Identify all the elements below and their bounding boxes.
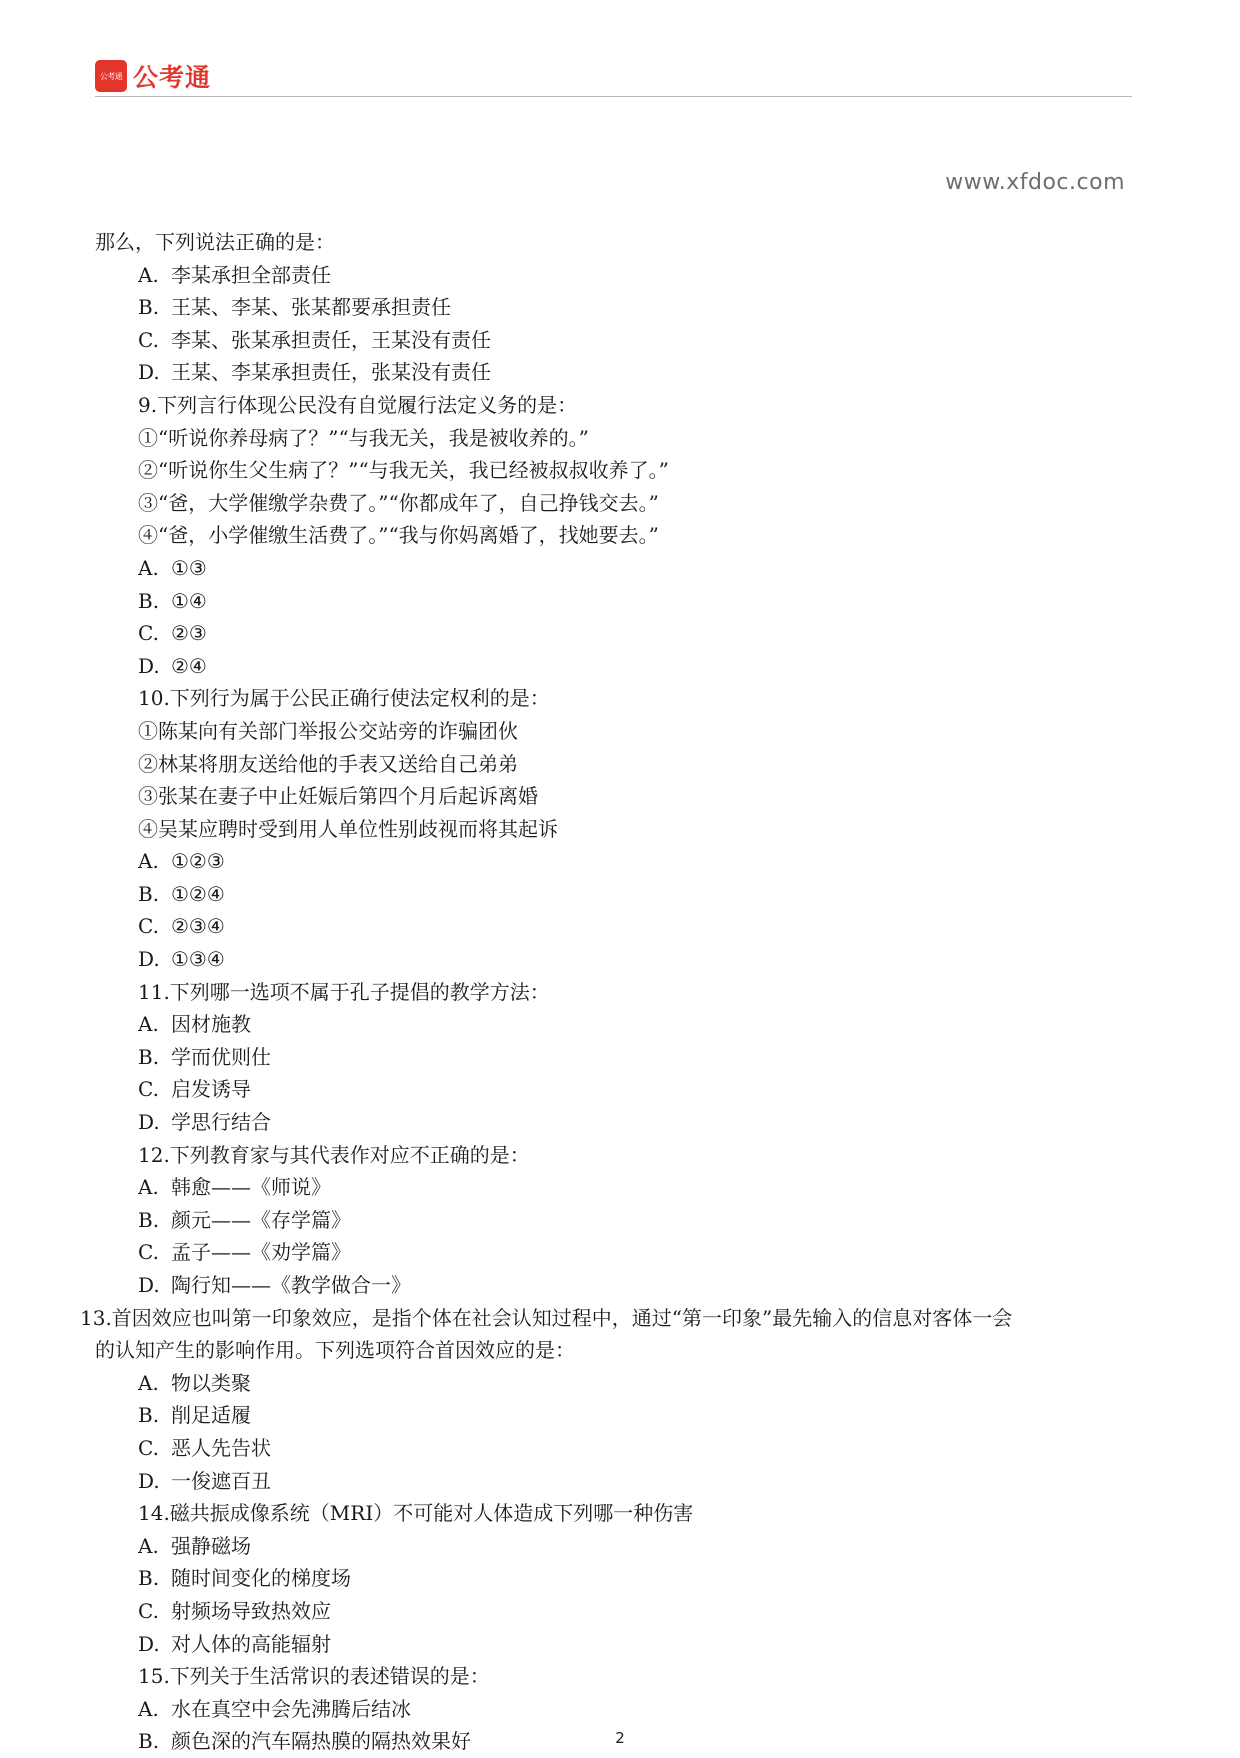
option-text: 对人体的高能辐射	[171, 1631, 331, 1656]
option-b	[0, 878, 1240, 911]
logo-icon: 公考通	[95, 60, 127, 92]
option-text: 学思行结合	[171, 1110, 271, 1135]
option-text: 强静磁场	[171, 1533, 251, 1558]
question-item: ②“听说你生父生病了？”“与我无关，我已经被叔叔收养了。”	[138, 458, 669, 483]
option-text: ①②③	[171, 849, 225, 874]
option-c	[0, 1432, 1240, 1465]
option-a	[0, 1171, 1240, 1204]
option-text: 物以类聚	[171, 1370, 251, 1395]
option-text: 学而优则仕	[171, 1044, 271, 1069]
option-label: C.	[138, 1435, 159, 1460]
option-c	[0, 324, 1240, 357]
option-label: A.	[138, 262, 159, 287]
option-text: ②④	[171, 653, 207, 678]
option-b	[0, 1041, 1240, 1074]
question-stem-15: 15.下列关于生活常识的表述错误的是：	[138, 1664, 490, 1689]
option-label: A.	[138, 555, 159, 580]
option-text: ①②④	[171, 881, 225, 906]
option-label: C.	[138, 621, 159, 646]
option-text: 射频场导致热效应	[171, 1598, 331, 1623]
option-b	[0, 585, 1240, 618]
question-item: ①陈某向有关部门举报公交站旁的诈骗团伙	[138, 718, 518, 743]
option-d	[0, 650, 1240, 683]
option-label: B.	[138, 881, 160, 906]
question-stem-9: 9.下列言行体现公民没有自觉履行法定义务的是：	[138, 392, 578, 417]
option-label: D.	[138, 360, 160, 385]
option-label: A.	[138, 1370, 159, 1395]
option-label: B.	[138, 588, 160, 613]
option-text: 王某、李某承担责任，张某没有责任	[171, 360, 491, 385]
option-label: C.	[138, 1598, 159, 1623]
option-text: ②③	[171, 621, 207, 646]
option-a	[0, 1008, 1240, 1041]
option-text: 颜色深的汽车隔热膜的隔热效果好	[171, 1729, 471, 1754]
option-b	[0, 1399, 1240, 1432]
question-item: ①“听说你养母病了？”“与我无关，我是被收养的。”	[138, 425, 589, 450]
option-text: 削足适履	[171, 1403, 251, 1428]
question-item: ③“爸，大学催缴学杂费了。”“你都成年了，自己挣钱交去。”	[138, 490, 659, 515]
option-text: 颜元——《存学篇》	[171, 1207, 351, 1232]
option-label: A.	[138, 1696, 159, 1721]
page-number: 2	[615, 1729, 625, 1747]
option-label: D.	[138, 947, 160, 972]
option-label: B.	[138, 1403, 160, 1428]
document-body	[0, 226, 1240, 1758]
option-label: C.	[138, 327, 159, 352]
option-c	[0, 617, 1240, 650]
option-label: D.	[138, 653, 160, 678]
option-label: B.	[138, 1729, 160, 1754]
option-label: A.	[138, 1533, 159, 1558]
option-d	[0, 943, 1240, 976]
option-label: D.	[138, 1110, 160, 1135]
question-item: ④“爸，小学催缴生活费了。”“我与你妈离婚了，找她要去。”	[138, 523, 659, 548]
watermark-url: www.xfdoc.com	[945, 170, 1125, 195]
option-label: D.	[138, 1273, 160, 1297]
question-stem-12: 12.下列教育家与其代表作对应不正确的是：	[138, 1142, 530, 1167]
option-text: 因材施教	[171, 1012, 251, 1037]
option-label: A.	[138, 849, 159, 874]
option-text: 孟子——《劝学篇》	[171, 1240, 351, 1265]
option-c	[0, 1073, 1240, 1106]
option-label: B.	[138, 1207, 160, 1232]
option-d	[0, 356, 1240, 389]
question-item: ②林某将朋友送给他的手表又送给自己弟弟	[138, 751, 518, 776]
option-text: ①④	[171, 588, 207, 613]
option-a	[0, 552, 1240, 585]
option-c	[0, 1236, 1240, 1269]
option-text: 李某、张某承担责任，王某没有责任	[171, 327, 491, 352]
question-item: ③张某在妻子中止妊娠后第四个月后起诉离婚	[138, 784, 538, 809]
option-label: B.	[138, 1044, 160, 1069]
option-label: A.	[138, 1012, 159, 1037]
question-stem-13-cont: 的认知产生的影响作用。下列选项符合首因效应的是：	[95, 1338, 575, 1363]
question-stem-14: 14.磁共振成像系统（MRI）不可能对人体造成下列哪一种伤害	[138, 1501, 694, 1526]
option-text: 陶行知——《教学做合一》	[171, 1273, 411, 1297]
option-text: 一俊遮百丑	[171, 1468, 271, 1493]
option-label: A.	[138, 1175, 159, 1200]
option-d	[0, 1269, 1240, 1302]
option-label: D.	[138, 1468, 160, 1493]
option-text: 李某承担全部责任	[171, 262, 331, 287]
option-text: 随时间变化的梯度场	[171, 1566, 351, 1591]
option-d	[0, 1465, 1240, 1498]
option-text: ①③	[171, 555, 207, 580]
option-label: B.	[138, 295, 160, 320]
logo-text: 公考通	[133, 63, 212, 92]
question-stem-11: 11.下列哪一选项不属于孔子提倡的教学方法：	[138, 979, 550, 1004]
option-a	[0, 1693, 1240, 1726]
option-c	[0, 910, 1240, 943]
question-stem-10: 10.下列行为属于公民正确行使法定权利的是：	[138, 686, 550, 711]
option-text: 启发诱导	[171, 1077, 251, 1102]
option-b	[0, 1204, 1240, 1237]
option-d	[0, 1628, 1240, 1661]
option-text: ①③④	[171, 947, 225, 972]
option-label: C.	[138, 914, 159, 939]
question-item: ④吴某应聘时受到用人单位性别歧视而将其起诉	[138, 816, 558, 841]
option-label: C.	[138, 1077, 159, 1102]
option-d	[0, 1106, 1240, 1139]
option-text: 水在真空中会先沸腾后结冰	[171, 1696, 411, 1721]
option-label: B.	[138, 1566, 160, 1591]
option-a	[0, 259, 1240, 292]
option-a	[0, 845, 1240, 878]
option-text: 韩愈——《师说》	[171, 1175, 331, 1200]
option-a	[0, 1530, 1240, 1563]
question-stem-13: 13.首因效应也叫第一印象效应，是指个体在社会认知过程中，通过“第一印象”最先输入的信息对客体一会	[80, 1305, 1013, 1330]
question-stem: 那么，下列说法正确的是：	[95, 230, 335, 254]
option-b	[0, 1562, 1240, 1595]
option-label: D.	[138, 1631, 160, 1656]
option-a	[0, 1367, 1240, 1400]
option-text: 恶人先告状	[171, 1435, 271, 1460]
header-divider	[95, 96, 1132, 97]
option-text: 王某、李某、张某都要承担责任	[171, 295, 451, 320]
option-b	[0, 291, 1240, 324]
option-label: C.	[138, 1240, 159, 1265]
option-text: ②③④	[171, 914, 225, 939]
header	[95, 58, 211, 94]
option-c	[0, 1595, 1240, 1628]
